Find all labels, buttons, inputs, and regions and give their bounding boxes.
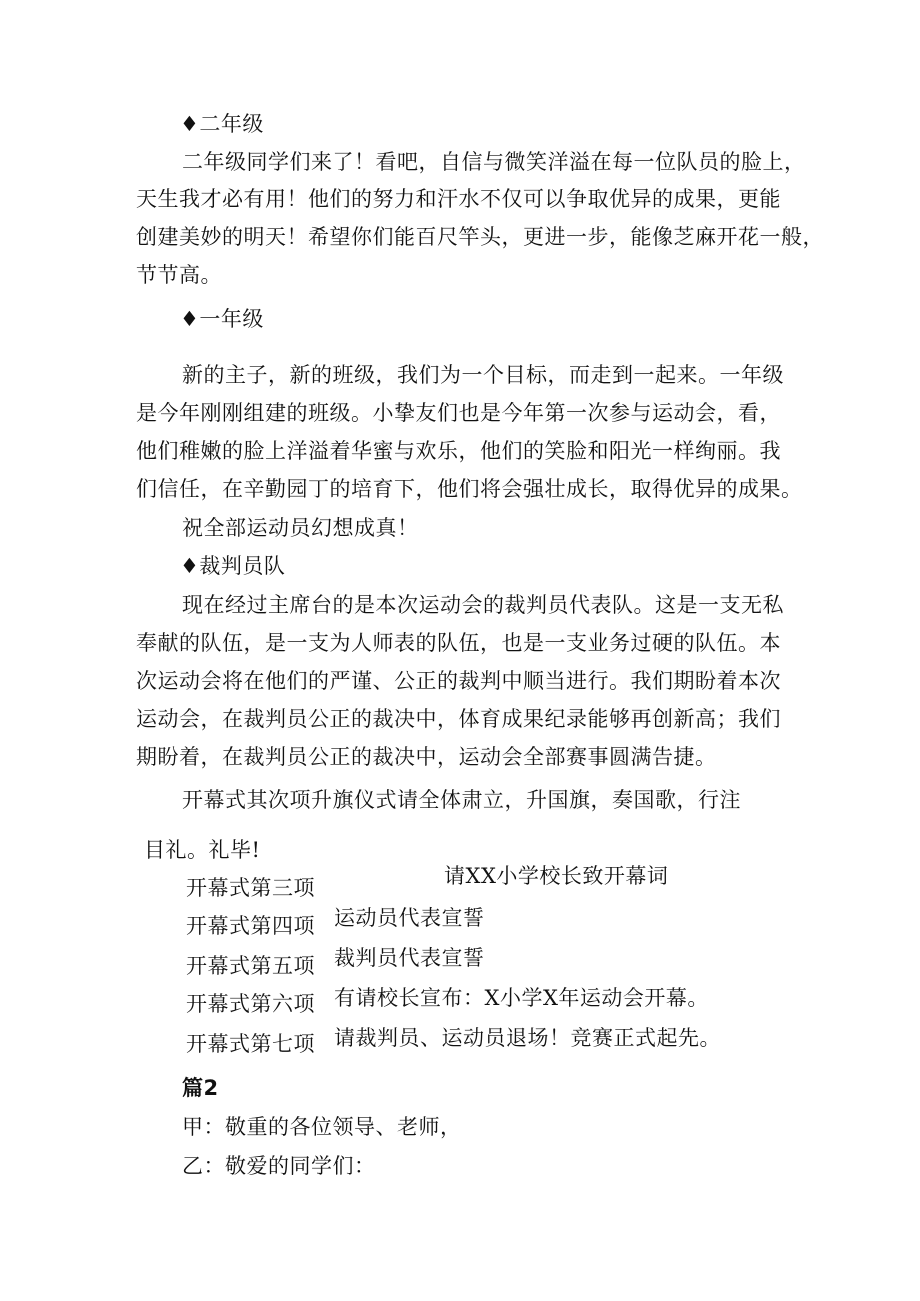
program-label: 开幕式第五项	[186, 954, 315, 978]
dialogue-line: 乙：敬爱的同学们：	[182, 1154, 376, 1178]
part-title: 篇2	[182, 1076, 219, 1100]
paragraph-line: 次运动会将在他们的严谨、公正的裁判中顺当进行。我们期盼着本次	[136, 669, 781, 693]
paragraph-line: 期盼着，在裁判员公正的裁决中，运动会全部赛事圆满告捷。	[136, 745, 717, 769]
section-heading-grade1: ♦一年级	[180, 307, 264, 331]
paragraph-line: 新的主子，新的班级，我们为一个目标，而走到一起来。一年级	[182, 363, 784, 387]
paragraph-line: 现在经过主席台的是本次运动会的裁判员代表队。这是一支无私	[182, 593, 784, 617]
paragraph-line: 奉献的队伍，是一支为人师表的队伍，也是一支业务过硬的队伍。本	[136, 631, 781, 655]
program-label: 开幕式第六项	[186, 992, 315, 1016]
dialogue-line: 甲：敬重的各位领导、老师，	[182, 1115, 462, 1139]
flag-ceremony-line: 目礼。礼毕!	[144, 838, 261, 862]
paragraph-line: 是今年刚刚组建的班级。小挚友们也是今年第一次参与运动会，看，	[136, 401, 781, 425]
paragraph-line: 们信任，在辛勤园丁的培育下，他们将会强壮成长，取得优异的成果。	[136, 477, 803, 501]
program-text: 裁判员代表宣誓	[334, 946, 485, 970]
flag-ceremony-line: 开幕式其次项升旗仪式请全体肃立，升国旗，奏国歌，行注	[182, 788, 741, 812]
program-label: 开幕式第七项	[186, 1032, 315, 1056]
program-text: 请XX小学校长致开幕词	[444, 864, 669, 888]
section-heading-grade2: ♦二年级	[180, 112, 264, 136]
paragraph-line: 运动会，在裁判员公正的裁决中，体育成果纪录能够再创新高；我们	[136, 707, 781, 731]
paragraph-line: 创建美妙的明天！希望你们能百尺竿头，更进一步，能像芝麻开花一般，	[136, 225, 824, 249]
program-text: 请裁判员、运动员退场！竞赛正式起先。	[334, 1026, 721, 1050]
program-label: 开幕式第三项	[186, 876, 315, 900]
section-heading-referee: ♦裁判员队	[180, 554, 286, 578]
paragraph-line: 天生我才必有用！他们的努力和汗水不仅可以争取优异的成果，更能	[136, 187, 781, 211]
paragraph-line: 二年级同学们来了！看吧，自信与微笑洋溢在每一位队员的脸上，	[182, 150, 806, 174]
program-label: 开幕式第四项	[186, 914, 315, 938]
paragraph-line: 节节高。	[136, 263, 222, 287]
blessing-line: 祝全部运动员幻想成真！	[182, 516, 419, 540]
program-text: 有请校长宣布：X小学X年运动会开幕。	[334, 986, 709, 1010]
paragraph-line: 他们稚嫩的脸上洋溢着华蜜与欢乐，他们的笑脸和阳光一样绚丽。我	[136, 439, 781, 463]
program-text: 运动员代表宣誓	[334, 906, 485, 930]
